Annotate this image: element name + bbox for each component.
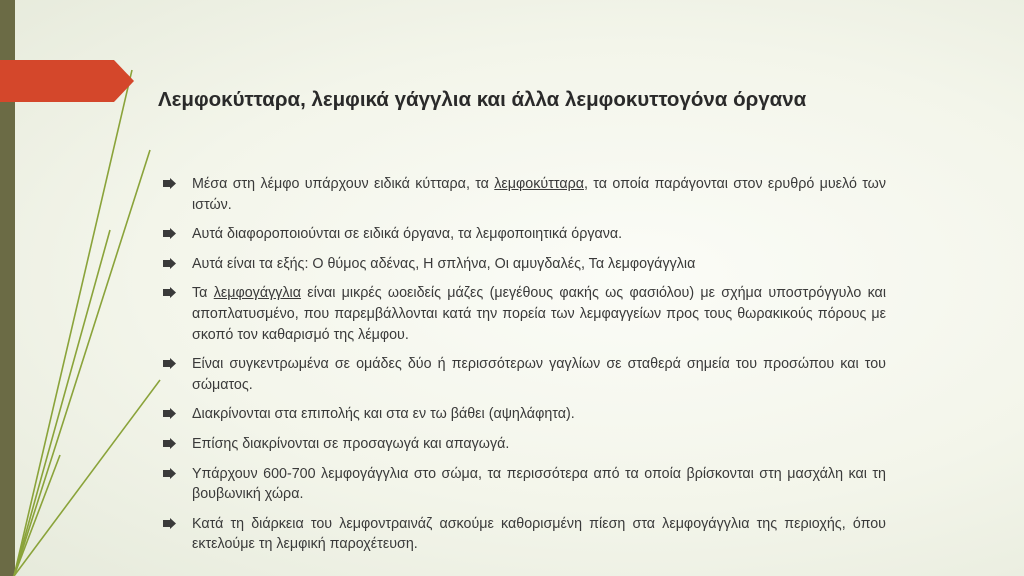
bullet-text: Τα (192, 285, 214, 302)
list-item (163, 283, 886, 345)
arrow-bullet-icon (163, 518, 176, 529)
arrow-bullet-icon (163, 408, 176, 419)
list-item (163, 404, 886, 425)
arrow-bullet-icon (163, 287, 176, 298)
lymph-nodes-link[interactable]: λεμφογάγγλια (213, 285, 301, 302)
list-item (163, 254, 886, 275)
deco-line (14, 380, 160, 576)
bullet-list (163, 174, 886, 564)
bullet-text: Αυτά είναι τα εξής: Ο θύμος αδένας, Η σπλήνα, Οι αμυγδαλές, Τα λεμφογάγγλια (192, 255, 696, 272)
lymphocytes-link[interactable]: λεμφοκύτταρα (494, 176, 584, 192)
bullet-text: Αυτά διαφοροποιούνται σε ειδικά όργανα, τα λεμφοποιητικά όργανα. (192, 226, 623, 243)
arrow-bullet-icon (163, 178, 176, 189)
bullet-text: Υπάρχουν 600-700 λεμφογάγγλια στο σώμα, τα περισσότερα από τα οποία βρίσκονται στη μασχάλη και τη βουβωνική χώρα. (192, 465, 886, 503)
bullet-text: Κατά τη διάρκεια του λεμφοντραινάζ ασκούμε καθορισμένη πίεση στα λεμφογάγγλια της περιοχής, όπου εκτελούμε τη λεμφική παροχέτευση. (192, 515, 886, 553)
deco-line (14, 455, 60, 576)
bullet-text: Είναι συγκεντρωμένα σε ομάδες δύο ή περισσότερων γαγλίων σε σταθερά σημεία του προσώπου και του σώματος. (192, 356, 886, 393)
list-item (163, 174, 886, 215)
arrow-bullet-icon (163, 228, 176, 239)
deco-line (14, 70, 132, 576)
deco-line (14, 230, 110, 576)
list-item (163, 354, 886, 395)
arrow-bullet-icon (163, 358, 176, 369)
arrow-bullet-icon (163, 438, 176, 449)
bullet-text: , τα οποία παράγονται στον ερυθρό μυελό των ιστών. (192, 176, 886, 213)
list-item (163, 434, 886, 455)
list-item (163, 224, 886, 245)
bullet-text: Διακρίνονται στα επιπολής και στα εν τω βάθει (αψηλάφητα). (192, 406, 575, 423)
bullet-text: Επίσης διακρίνονται σε προσαγωγά και απαγωγά. (192, 435, 510, 452)
bullet-text: είναι μικρές ωοειδείς μάζες (μεγέθους φακής ως φασιόλου) με σχήμα υποστρόγγυλο και αποπλατυσμένο, που παρεμβάλλονται κατά την πορεία των λεμφαγγείων προς τους θωρακικούς πόρους με σκοπό τον καθαρισμό της λέμφου. (192, 285, 887, 343)
list-item (163, 464, 886, 505)
list-item (163, 514, 886, 555)
arrow-bullet-icon (163, 468, 176, 479)
bullet-text: Μέσα στη λέμφο υπάρχουν ειδικά κύτταρα, τα (192, 176, 495, 192)
arrow-bullet-icon (163, 258, 176, 269)
title-accent-bar (0, 60, 134, 102)
slide-title: Λεμφοκύτταρα, λεμφικά γάγγλια και άλλα λεμφοκυττογόνα όργανα (158, 88, 807, 111)
deco-line (14, 150, 150, 576)
